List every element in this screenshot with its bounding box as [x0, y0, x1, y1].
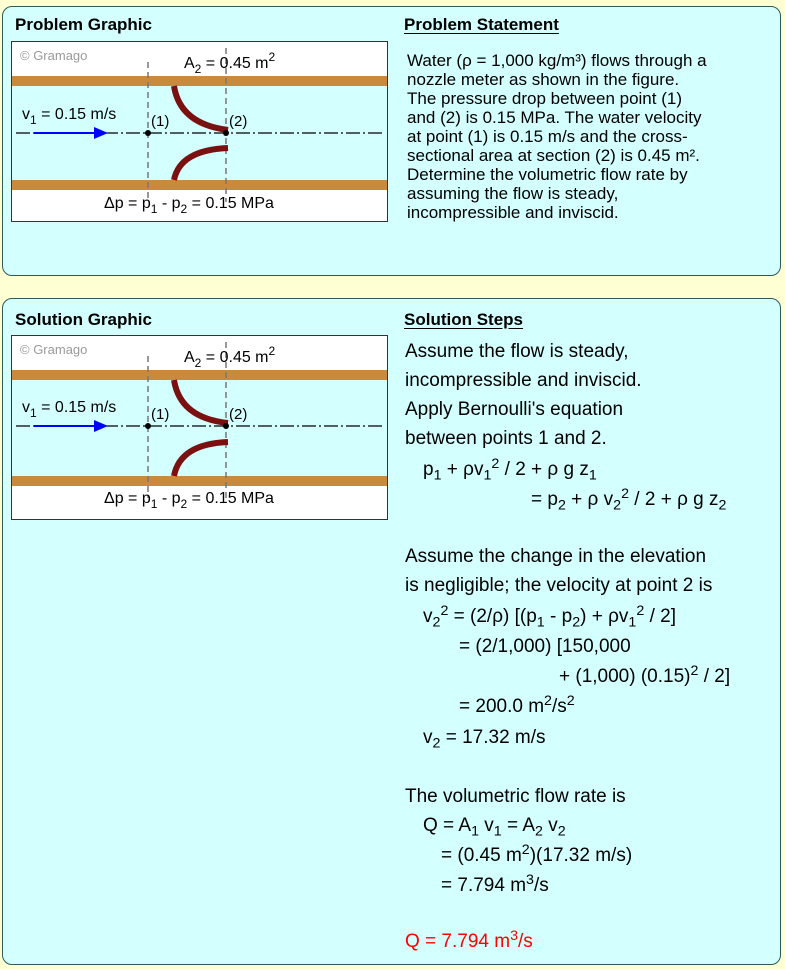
bernoulli-rhs: = $p_2 + \rho$ $v_2^2 / 2 + \rho$ g $z_2$ [531, 485, 727, 514]
statement-line: sectional area at section (2) is 0.45 m². [407, 146, 700, 165]
final-answer: Q = 7.794 $m^3/s$ [405, 927, 533, 952]
v2-equation-2: = (2/1,000) [150,000 [459, 636, 631, 657]
problem-graphic-title: Problem Graphic [15, 15, 152, 34]
problem-statement [407, 51, 777, 222]
watermark: © Gramago [20, 342, 88, 357]
velocity-label: $v_1 = 0.15$ m/s [22, 106, 117, 127]
elevation-line-2: is negligible; the velocity at point 2 is [405, 575, 713, 596]
statement-line: at point (1) is 0.15 m/s and the cross- [407, 127, 688, 146]
problem-statement-title: Problem Statement [404, 15, 559, 34]
water-region [12, 380, 388, 476]
pipe-wall-top [12, 76, 388, 86]
statement-line: incompressible and inviscid. [407, 203, 619, 222]
area-label: $A_2 = 0.45$ $m^2$ [184, 50, 276, 76]
point-1-label: (1) [151, 113, 170, 130]
assume-line-2: incompressible and inviscid. [405, 370, 642, 391]
flow-rate-intro: The volumetric flow rate is [405, 786, 626, 807]
point-1-marker [145, 423, 151, 429]
flow-rate-equation-2: = (0.45 $m^2)(17.32$ m/s) [441, 841, 633, 866]
statement-line: Determine the volumetric flow rate by [407, 165, 688, 184]
watermark: © Gramago [20, 48, 88, 63]
statement-line: assuming the flow is steady, [407, 184, 619, 203]
point-2-label: (2) [229, 113, 248, 130]
v2-equation-3: + (1,000) $(0.15)^2 / 2$] [559, 662, 731, 687]
velocity-label: $v_1 = 0.15$ m/s [22, 399, 117, 420]
bernoulli-lhs: $p_1 + \rho v_1^2 / 2 + \rho$ g $z_1$ [423, 455, 597, 484]
v2-equation-4: = 200.0 $m^2/s^2$ [459, 692, 575, 717]
apply-line-1: Apply Bernoulli's equation [405, 399, 624, 420]
point-1-marker [145, 130, 151, 136]
point-2-marker [223, 130, 229, 136]
area-label: $A_2 = 0.45$ $m^2$ [184, 344, 276, 370]
statement-line: and (2) is 0.15 MPa. The water velocity [407, 108, 702, 127]
statement-line: Water (ρ = 1,000 kg/m³) flows through a [407, 51, 707, 70]
point-2-marker [223, 423, 229, 429]
statement-line: The pressure drop between point (1) [407, 89, 682, 108]
solution-panel [2, 298, 781, 965]
statement-line: nozzle meter as shown in the figure. [407, 70, 680, 89]
pipe-wall-bottom [12, 476, 388, 486]
solution-graphic-title: Solution Graphic [15, 310, 152, 329]
solution-figure [11, 335, 388, 520]
pipe-wall-top [12, 370, 388, 380]
pipe-wall-bottom [12, 180, 388, 190]
problem-panel [2, 6, 781, 276]
point-2-label: (2) [229, 406, 248, 423]
flow-rate-equation-1: $Q = A_1$ $v_1 = A_2$ $v_2$ [423, 815, 566, 840]
assume-line-1: Assume the flow is steady, [405, 341, 629, 362]
solution-steps-title: Solution Steps [404, 310, 523, 329]
problem-figure [11, 41, 388, 222]
v2-equation-1: $v_2^2 = (2/\rho)$ $[(p_1 - p_2) + \rho v_1^2 / 2]$ [423, 602, 676, 631]
point-1-label: (1) [151, 406, 170, 423]
apply-line-2: between points 1 and 2. [405, 428, 607, 449]
flow-rate-equation-3: = 7.794 $m^3/s$ [441, 871, 549, 896]
elevation-line-1: Assume the change in the elevation [405, 546, 707, 567]
v2-result: $v_2 = 17.32$ m/s [423, 727, 546, 752]
pressure-drop-label: $\Delta p = p_1 - p_2 = 0.15$ MPa [104, 195, 274, 216]
pressure-drop-label: $\Delta p = p_1 - p_2 = 0.15$ MPa [104, 490, 274, 511]
